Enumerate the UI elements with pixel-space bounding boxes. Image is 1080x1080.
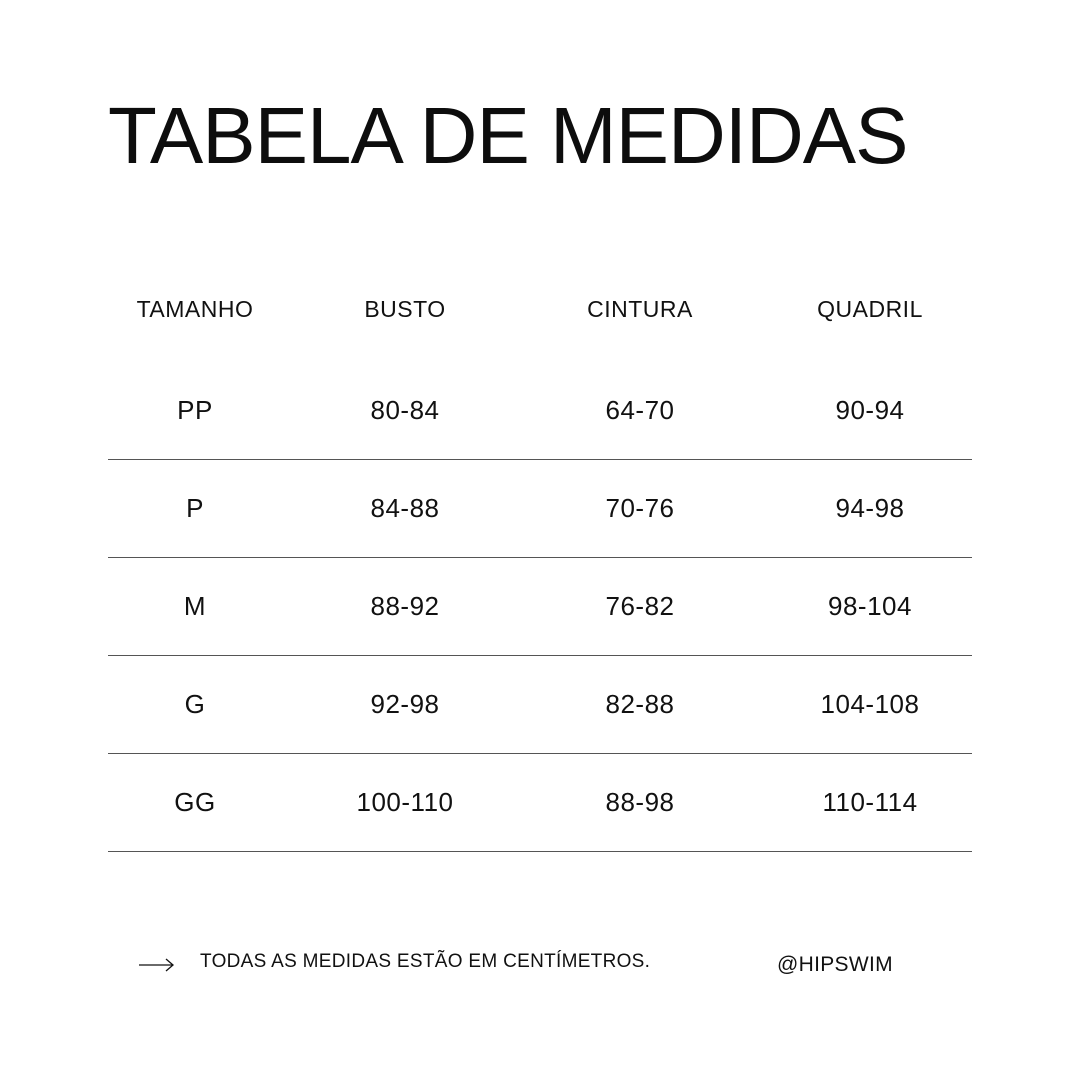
hip-cell: 104-108 <box>820 689 920 719</box>
size-cell: M <box>183 591 207 621</box>
waist-cell: 88-98 <box>605 787 675 817</box>
social-handle: @HIPSWIM <box>777 953 893 976</box>
table-row <box>108 754 972 852</box>
header-cintura: CINTURA <box>587 296 693 322</box>
table-row <box>108 460 972 558</box>
table-row <box>108 656 972 754</box>
table-header-row <box>108 270 972 362</box>
bust-cell: 92-98 <box>370 689 440 719</box>
bust-cell: 88-92 <box>370 591 440 621</box>
page-title: TABELA DE MEDIDAS <box>108 91 908 180</box>
size-cell: G <box>184 689 206 719</box>
waist-cell: 64-70 <box>605 395 675 425</box>
bust-cell: 84-88 <box>370 493 440 523</box>
bust-cell: 100-110 <box>356 787 454 817</box>
waist-cell: 82-88 <box>605 689 675 719</box>
table-row <box>108 362 972 460</box>
size-cell: P <box>186 493 204 523</box>
size-cell: GG <box>174 787 216 817</box>
header-quadril: QUADRIL <box>817 296 923 322</box>
size-cell: PP <box>177 395 213 425</box>
units-note: TODAS AS MEDIDAS ESTÃO EM CENTÍMETROS. <box>200 951 651 972</box>
hip-cell: 90-94 <box>835 395 905 425</box>
bust-cell: 80-84 <box>370 395 440 425</box>
waist-cell: 70-76 <box>605 493 675 523</box>
waist-cell: 76-82 <box>605 591 675 621</box>
header-busto: BUSTO <box>364 296 446 322</box>
size-table <box>108 270 972 852</box>
table-row <box>108 558 972 656</box>
hip-cell: 94-98 <box>835 493 905 523</box>
hip-cell: 98-104 <box>828 591 912 621</box>
hip-cell: 110-114 <box>822 787 918 817</box>
header-tamanho: TAMANHO <box>136 296 254 322</box>
arrow-right-icon <box>138 955 176 975</box>
